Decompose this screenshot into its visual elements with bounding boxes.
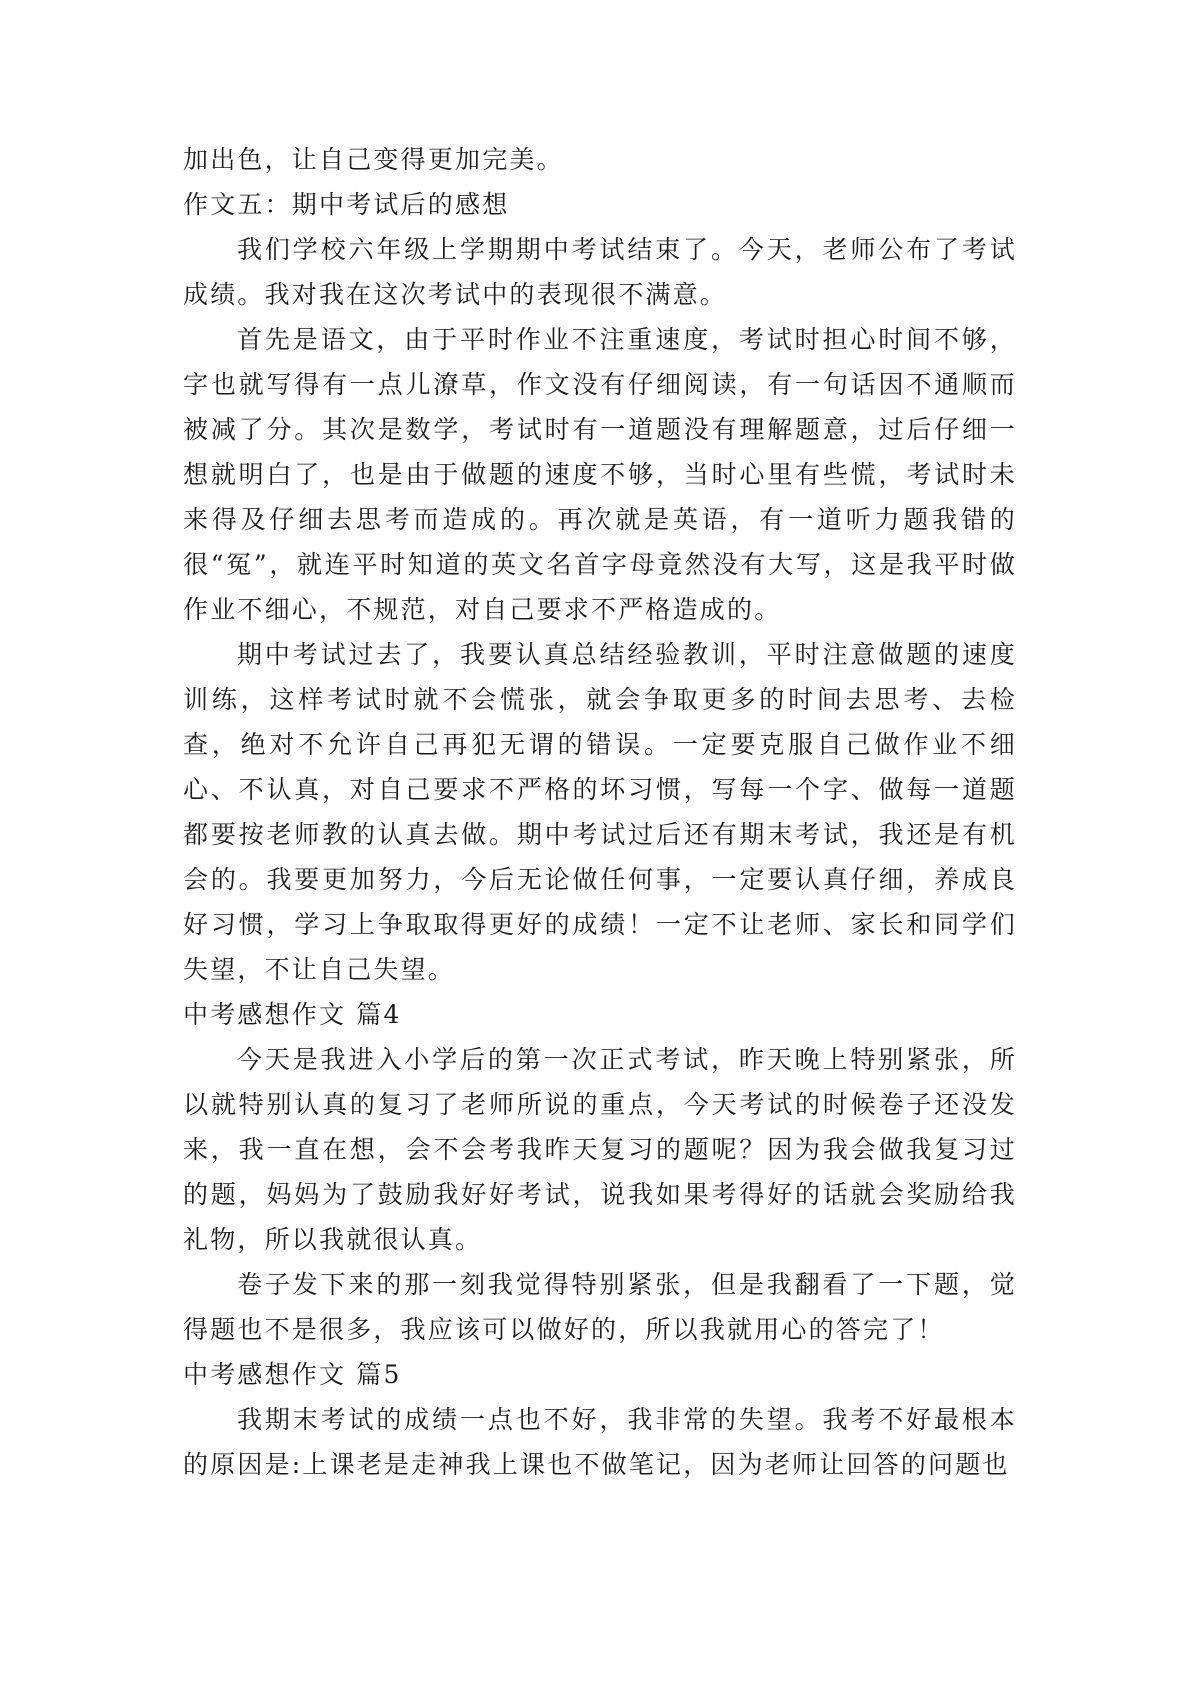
- essay-5-paragraph-2: 首先是语文，由于平时作业不注重速度，考试时担心时间不够，字也就写得有一点儿潦草，作文没有仔细阅读，有一句话因不通顺而被减了分。其次是数学，考试时有一道题没有理解题意，过后仔细一想就明白了，也是由于做题的速度不够，当时心里有些慌，考试时未来得及仔细去思考而造成的。再次就是英语，有一道听力题我错的很“冤”，就连平时知道的英文名首字母竟然没有大写，这是我平时做作业不细心，不规范，对自己要求不严格造成的。: [183, 325, 1017, 624]
- essay-part-4-title: 中考感想作文 篇4: [183, 1000, 402, 1029]
- essay-5-paragraph-1: 我们学校六年级上学期期中考试结束了。今天，老师公布了考试成绩。我对我在这次考试中的表现很不满意。: [183, 235, 1017, 309]
- essay-5-title: 作文五：期中考试后的感想: [183, 190, 510, 219]
- essay-5-paragraph-3: 期中考试过去了，我要认真总结经验教训，平时注意做题的速度训练，这样考试时就不会慌张，就会争取更多的时间去思考、去检查，绝对不允许自己再犯无谓的错误。一定要克服自己做作业不细心、不认真，对自己要求不严格的坏习惯，写每一个字、做每一道题都要按老师教的认真去做。期中考试过后还有期末考试，我还是有机会的。我要更加努力，今后无论做任何事，一定要认真仔细，养成良好习惯，学习上争取取得更好的成绩！一定不让老师、家长和同学们失望，不让自己失望。: [183, 640, 1017, 984]
- essay-part-5-title: 中考感想作文 篇5: [183, 1360, 402, 1389]
- essay-part-5-paragraph-1: 我期末考试的成绩一点也不好，我非常的失望。我考不好最根本的原因是:上课老是走神我上课也不做笔记，因为老师让回答的问题也: [183, 1405, 1017, 1479]
- essay-part-4-paragraph-1: 今天是我进入小学后的第一次正式考试，昨天晚上特别紧张，所以就特别认真的复习了老师所说的重点，今天考试的时候卷子还没发来，我一直在想，会不会考我昨天复习的题呢？因为我会做我复习过的题，妈妈为了鼓励我好好考试，说我如果考得好的话就会奖励给我礼物，所以我就很认真。: [183, 1045, 1017, 1254]
- document-page: [183, 137, 1017, 1487]
- continuation-line: 加出色，让自己变得更加完美。: [183, 145, 564, 174]
- essay-part-4-paragraph-2: 卷子发下来的那一刻我觉得特别紧张，但是我翻看了一下题，觉得题也不是很多，我应该可以做好的，所以我就用心的答完了！: [183, 1270, 1017, 1344]
